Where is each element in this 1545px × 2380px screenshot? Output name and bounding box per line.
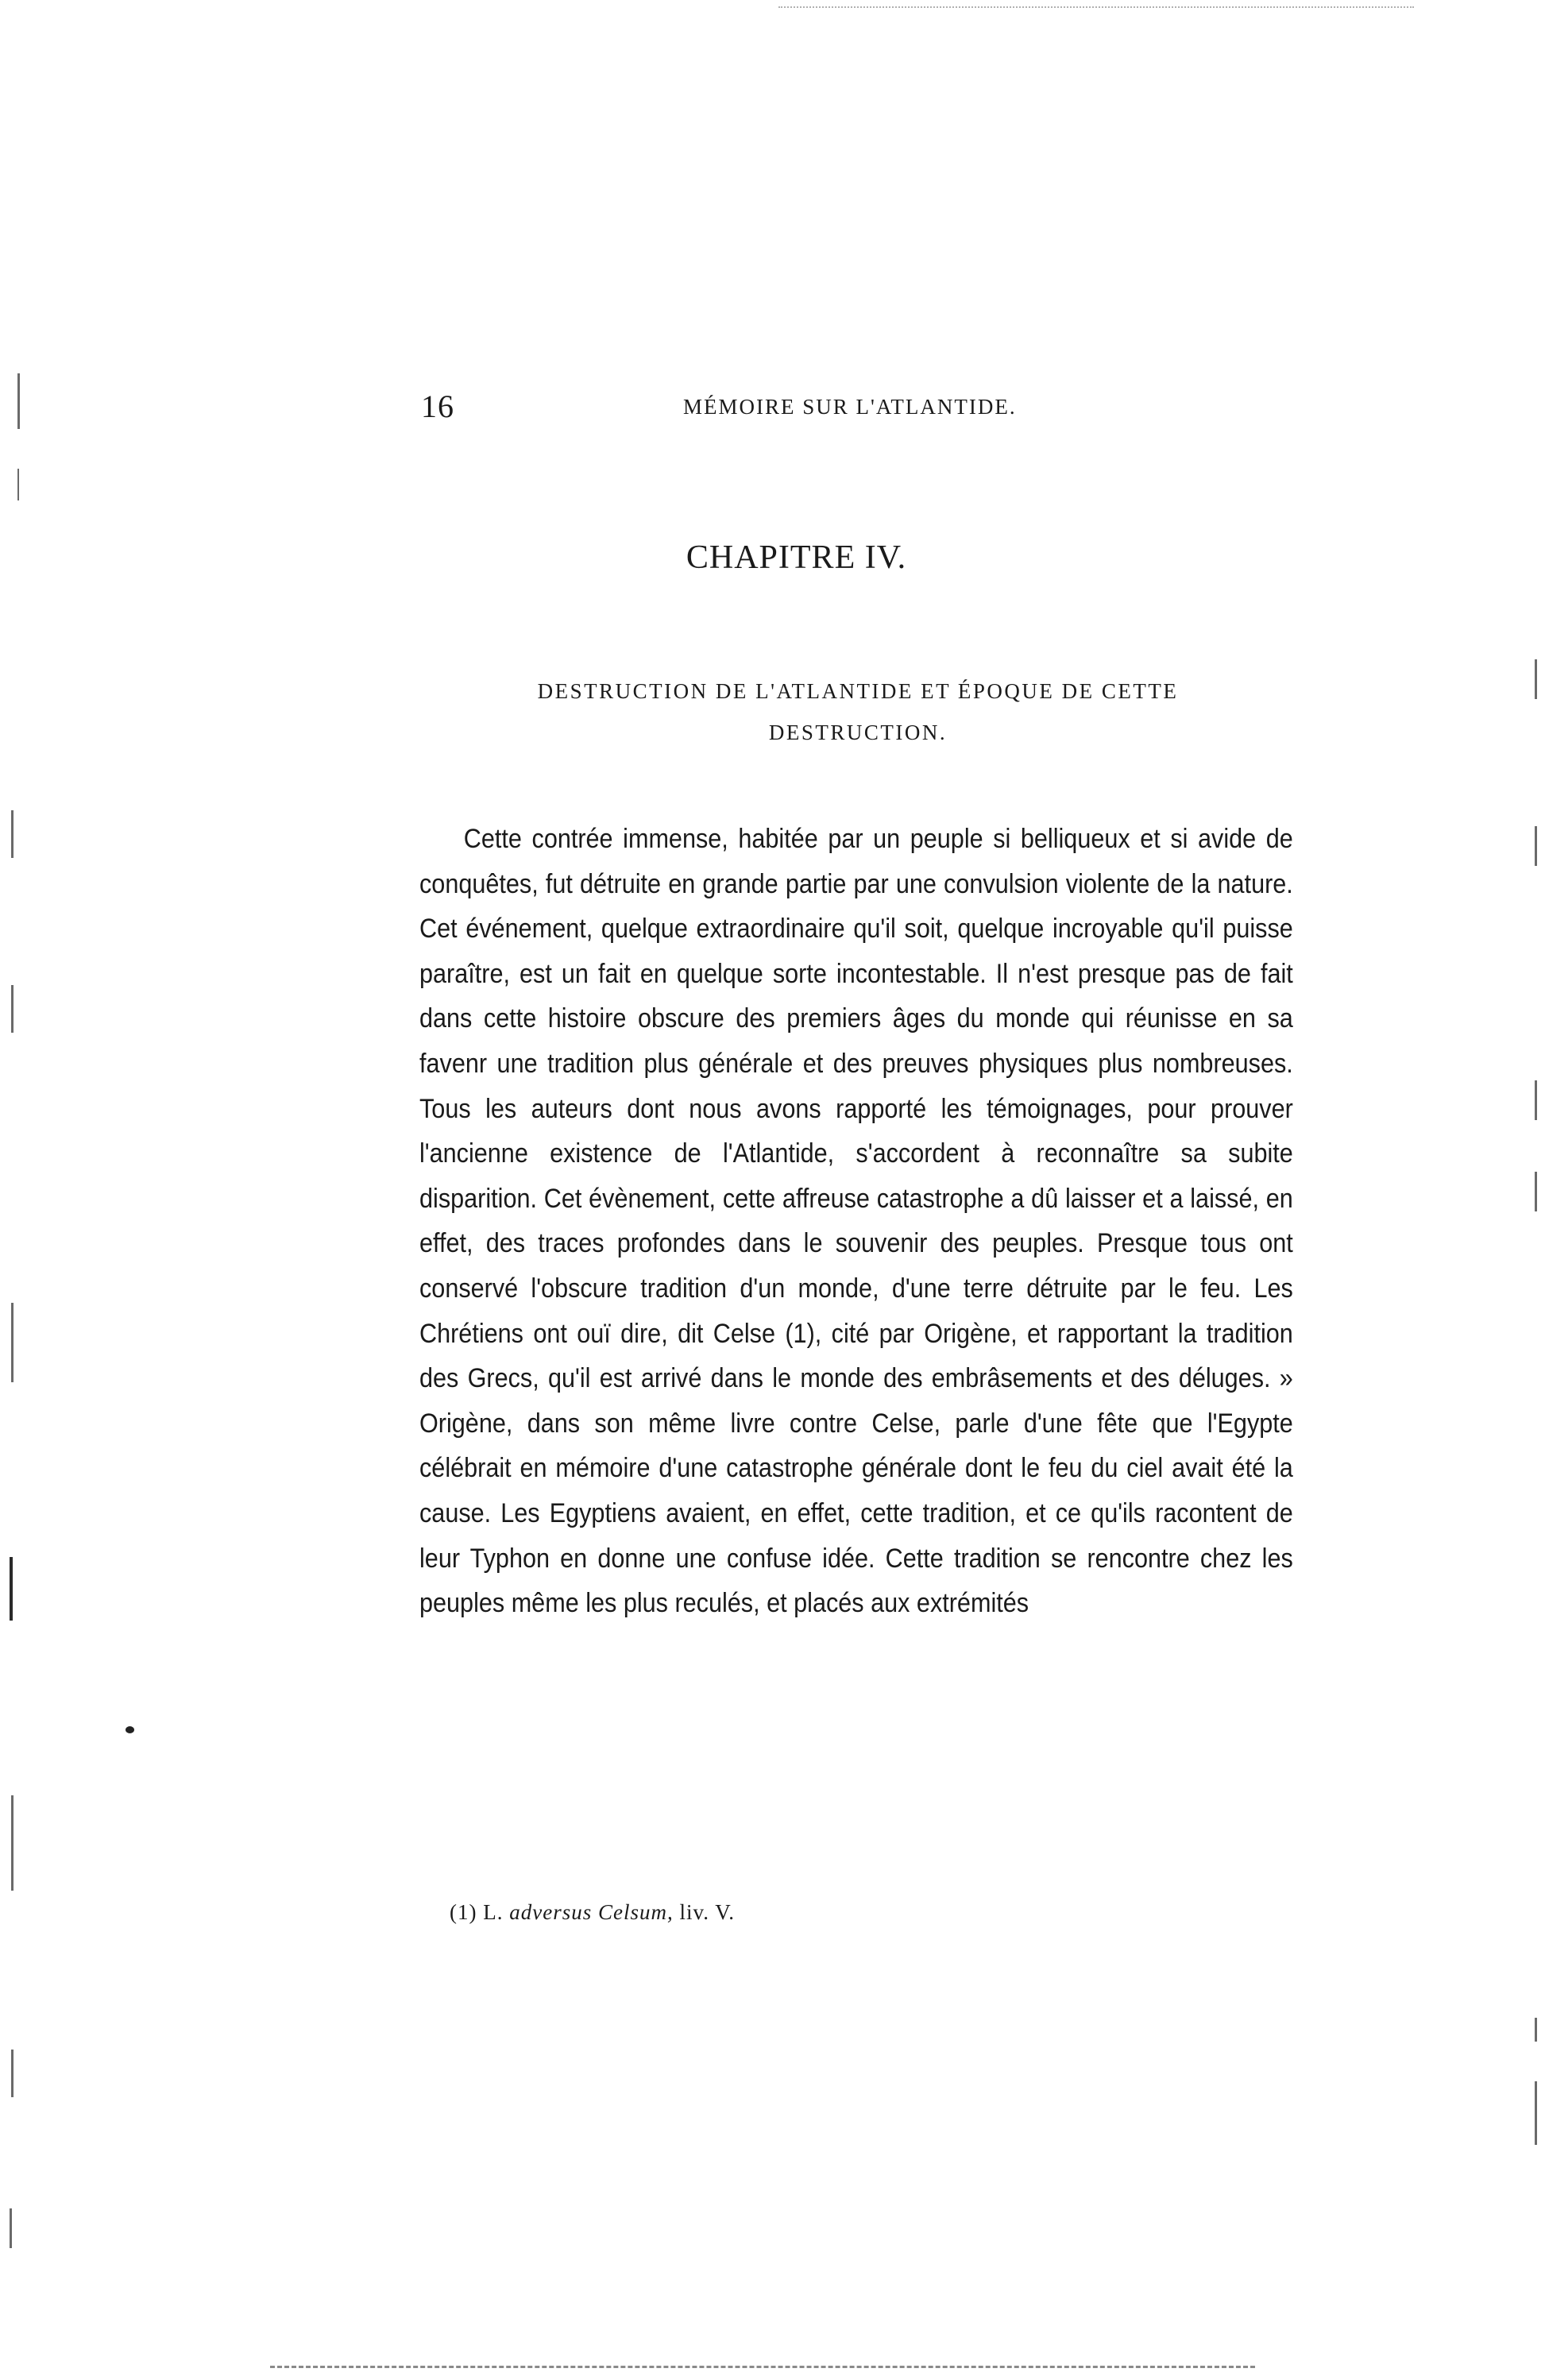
scan-mark-left-5: [11, 1303, 14, 1382]
scan-mark-right-3: [1535, 1080, 1537, 1120]
chapter-subtitle-line-1: DESTRUCTION DE L'ATLANTIDE ET ÉPOQUE DE CETTE: [537, 679, 1179, 703]
scan-mark-left-9: [10, 2208, 12, 2248]
scan-mark-right-2: [1535, 826, 1537, 866]
page-number: 16: [421, 388, 454, 424]
body-paragraph: Cette contrée immense, habitée par un peuple si belliqueux et si avide de conquêtes, fut détruite en grande partie par une convulsion violente de la nature. Cet événement, quelque extraordinaire qu'il soit, quelque incroyable qu'il puisse paraître, est un fait en quelque sorte incontestable. Il n'est presque pas de fait dans cette histoire obscure des premiers âges du monde qui réunisse en sa favenr une tradition plus générale et des preuves physiques plus nombreuses. Tous les auteurs dont nous avons rapporté les témoignages, pour prouver l'ancienne existence de l'Atlantide, s'accordent à reconnaître sa subite disparition. Cet évènement, cette affreuse catastrophe a dû laisser et a laissé, en effet, des traces profondes dans le souvenir des peuples. Presque tous ont conservé l'obscure tradition d'un monde, d'une terre détruite par le feu. Les Chrétiens ont ouï dire, dit Celse (1), cité par Origène, et rapportant la tradition des Grecs, qu'il est arrivé dans le monde des embrâsements et des déluges. » Origène, dans son même livre contre Celse, parle d'une fête que l'Egypte célébrait en mémoire d'une catastrophe générale dont le feu du ciel avait été la cause. Les Egyptiens avaient, en effet, cette tradition, et ce qu'ils racontent de leur Typhon en donne une confuse idée. Cette tradition se rencontre chez les peuples même les plus reculés, et placés aux extrémités: [419, 824, 1293, 1619]
chapter-title: CHAPITRE IV.: [686, 539, 907, 576]
scan-mark-right-6: [1535, 2081, 1537, 2145]
scan-mark-left-3: [11, 810, 14, 858]
chapter-subtitle: [445, 670, 1271, 753]
scan-mark-right-1: [1535, 659, 1537, 699]
running-title: MÉMOIRE SUR L'ATLANTIDE.: [683, 395, 1017, 419]
scan-mark-right-4: [1535, 1172, 1537, 1211]
scan-mark-left-7: [11, 1795, 14, 1891]
running-head: [421, 388, 1295, 435]
footnote-italic: adversus Celsum,: [509, 1900, 674, 1924]
ink-spot: [126, 1726, 134, 1733]
scan-mark-left-6: [10, 1557, 13, 1621]
footnote-rest: liv. V.: [679, 1900, 736, 1924]
footnote: [450, 1900, 735, 1925]
chapter-subtitle-line-2: DESTRUCTION.: [768, 721, 948, 744]
scan-mark-left-2: [17, 469, 19, 500]
footnote-marker: (1) L.: [450, 1900, 504, 1924]
scan-mark-left-8: [11, 2050, 14, 2097]
scan-mark-left-1: [17, 373, 20, 429]
scan-artifact-bottom: [270, 2366, 1255, 2370]
scan-mark-right-5: [1535, 2018, 1537, 2042]
scan-mark-left-4: [11, 985, 14, 1033]
scan-artifact-top: [778, 6, 1414, 10]
